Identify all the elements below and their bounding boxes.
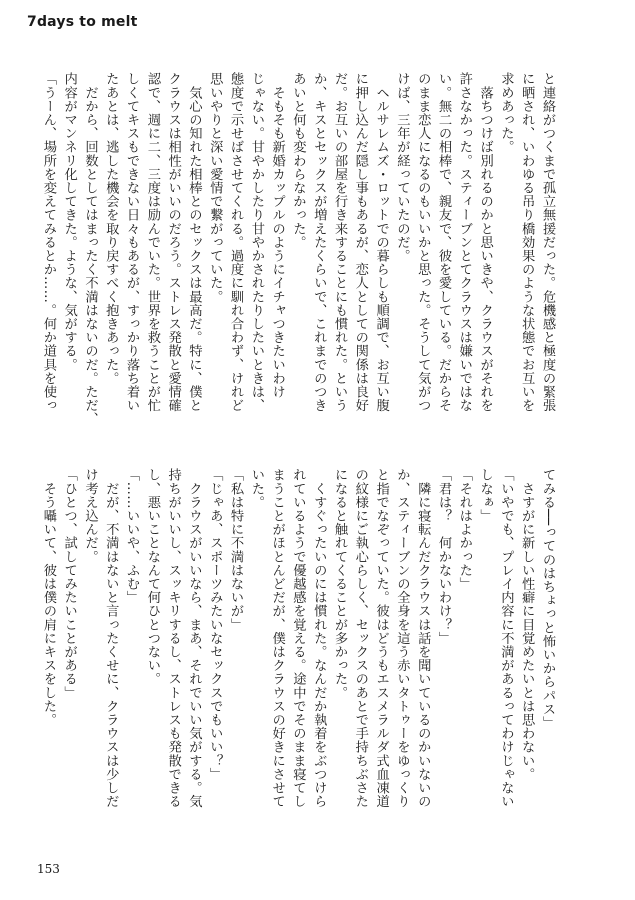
text-line: 思いやりと深い愛情で繋がっていた。	[207, 72, 223, 304]
text-line: 求めあった。	[498, 72, 514, 154]
text-line: 隣に寝転んだクラウスは話を聞いているのかいないの	[415, 468, 431, 808]
text-line: 「うーん、場所を変えてみるとか……。何か道具を使っ	[40, 72, 56, 412]
text-line: 「……いいや、ふむ」	[124, 468, 140, 604]
text-line: 内容がマンネリ化してきた。ような、気がする。	[61, 72, 77, 372]
text-line: の紋様にご執心らしく、セックスのあとで手持ちぶさた	[352, 468, 368, 808]
text-line: さすがに新しい性癖に目覚めたいとは思わない。	[519, 468, 535, 781]
text-line: 「それはよかった」	[456, 468, 472, 591]
text-line: 許さなかった。スティーブンとてクラウスは嫌いではな	[456, 72, 472, 412]
upper-text-column	[40, 72, 557, 426]
page-number: 153	[37, 862, 60, 876]
text-line: そもそも新婚カップルのようにイチャつきたいわけ	[269, 72, 285, 399]
text-line: 持ちがいいし、スッキリするし、ストレスも発散できる	[165, 468, 181, 808]
text-line: 「いやでも、プレイ内容に不満があるってわけじゃない	[498, 468, 514, 808]
text-line: し、悪いことなんて何ひとつない。	[144, 468, 160, 686]
text-line: しくてキスもできない日々もあるが、すっかり落ち着い	[124, 72, 140, 412]
text-line: しなぁ」	[477, 468, 493, 523]
text-line: ヘルサレムズ・ロットでの暮らしも順調で、お互い腹	[373, 72, 389, 412]
text-line: 態度で示せばさせてくれる。過度に馴れ合わず、けれど	[228, 72, 244, 412]
text-line: てみる──ってのはちょっと怖いからパス」	[540, 468, 555, 730]
text-line: 「じゃあ、スポーツみたいなセックスでもいい？」	[207, 468, 223, 781]
text-line: そう囁いて、彼は僕の肩にキスをした。	[40, 468, 56, 727]
text-line: クラウスは相性がいいのだろう。ストレス発散と愛情確	[165, 72, 181, 412]
text-line: じゃない。甘やかしたり甘やかされたりしたいときは、	[248, 72, 264, 412]
text-line: のまま恋人になるのもいいかと思った。そうして気がつ	[415, 72, 431, 412]
text-line: 「君は？ 何かないわけ？」	[436, 468, 452, 645]
text-line: クラウスがいいなら、まあ、それでいい気がする。気	[186, 468, 202, 808]
text-line: れているようで優越感を覚える。途中でそのまま寝てし	[290, 468, 306, 808]
book-title: 7days to melt	[27, 14, 138, 30]
text-line: けば、三年が経っていたのだ。	[394, 72, 410, 263]
text-line: 「ひとつ、試してみたいことがある」	[61, 468, 77, 700]
text-line: あいと何も変わらなかった。	[290, 72, 306, 249]
text-line: に晒され、いわゆる吊り橋効果のような状態でお互いを	[519, 72, 535, 412]
text-line: たあとは、逃した機会を取り戻すべく抱きあった。	[103, 72, 119, 385]
text-line: い。無二の相棒で、親友で、彼を愛している。だからそ	[436, 72, 452, 412]
text-line: だ。お互いの部屋を行き来することにも慣れた。という	[332, 72, 348, 412]
lower-text-column	[40, 468, 557, 813]
text-line: くすぐったいのには慣れた。なんだか執着をぶつけら	[311, 468, 327, 808]
text-line: だが、不満はないと言ったくせに、クラウスは少しだ	[103, 468, 119, 808]
text-line: いた。	[248, 468, 264, 509]
text-line: 認で、週に二、三度は励んでいた。世界を救うことが忙	[144, 72, 160, 412]
text-line: と連絡がつくまで孤立無援だった。危機感と極度の緊張	[540, 72, 555, 412]
text-line: だから、回数としてはまったく不満はないのだ。ただ、	[82, 72, 98, 426]
text-line: か、キスとセックスが増えたくらいで、これまでのつき	[311, 72, 327, 412]
text-line: まうことがほとんどだが、僕はクラウスの好きにさせて	[269, 468, 285, 808]
text-line: に押し込んだ隠し事もあるが、恋人としての関係は良好	[352, 72, 368, 412]
text-line: 「私は特に不満はないが」	[228, 468, 244, 632]
text-line: と指でなぞっていた。彼はどうもエスメラルダ式血凍道	[373, 468, 389, 808]
text-line: 気心の知れた相棒とのセックスは最高だ。特に、僕と	[186, 72, 202, 412]
text-line: け考え込んだ。	[82, 468, 98, 564]
text-line: になると触れてくることが多かった。	[332, 468, 348, 700]
text-line: 落ちつけば別れるのかと思いきや、クラウスがそれを	[477, 72, 493, 412]
text-line: か、スティーブンの全身を這う赤いタトゥーをゆっくり	[394, 468, 410, 808]
